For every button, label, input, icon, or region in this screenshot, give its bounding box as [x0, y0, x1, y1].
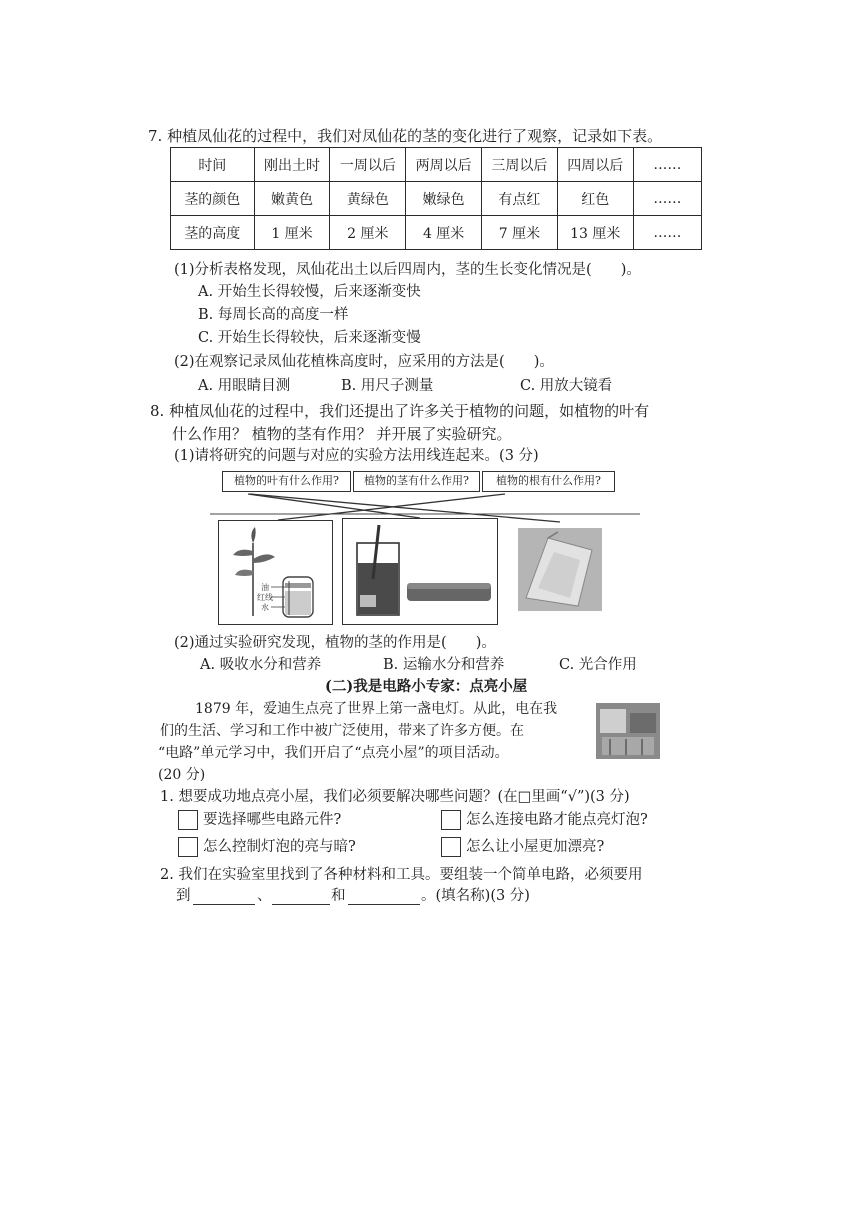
q8-sub2-option-b: B. 运输水分和营养 [383, 657, 505, 673]
label-red-line: 红线 [257, 593, 273, 602]
table-cell: 4 厘米 [406, 216, 482, 250]
row-header-cell: 茎的高度 [171, 216, 255, 250]
table-cell: 刚出土时 [254, 148, 330, 182]
q7-sub2-option-b: B. 用尺子测量 [341, 378, 434, 394]
row-header-cell: 时间 [171, 148, 255, 182]
table-cell: …… [633, 182, 701, 216]
q8-sub2-option-a: A. 吸收水分和营养 [200, 657, 322, 673]
circuit-q2-line1: 2. 我们在实验室里找到了各种材料和工具。要组装一个简单电路，必须要用 [160, 867, 643, 883]
option-decorate: 怎么让小屋更加漂亮? [466, 839, 605, 855]
bag-experiment-image [518, 528, 602, 611]
section-intro-line3: “电路”单元学习中，我们开启了“点亮小屋”的项目活动。 [158, 745, 509, 761]
section-intro-line2: 们的生活、学习和工作中被广泛使用，带来了许多方便。在 [160, 723, 524, 739]
table-cell: 13 厘米 [557, 216, 633, 250]
q7-sub1-option-a: A. 开始生长得较慢，后来逐渐变快 [198, 284, 421, 300]
table-cell: 三周以后 [482, 148, 558, 182]
question-box-leaf[interactable]: 植物的叶有什么作用? [222, 471, 351, 492]
small-house-photo [596, 703, 660, 759]
circuit-q2-comma: 、 [257, 888, 272, 904]
table-cell: 四周以后 [557, 148, 633, 182]
question-box-root[interactable]: 植物的根有什么作用? [482, 471, 615, 492]
beaker-experiment-image [342, 518, 498, 625]
table-cell: 嫩黄色 [254, 182, 330, 216]
circuit-q1: 1. 想要成功地点亮小屋，我们必须要解决哪些问题？(在□里画“√”)(3 分) [160, 789, 630, 805]
section-title: (二)我是电路小专家：点亮小屋 [325, 678, 528, 695]
circuit-q2-to: 到 [176, 888, 191, 904]
q7-sub1: (1)分析表格发现，凤仙花出土以后四周内，茎的生长变化情况是( )。 [174, 262, 641, 278]
section-intro-line1: 1879 年，爱迪生点亮了世界上第一盏电灯。从此，电在我 [195, 701, 558, 717]
plant-experiment-image [218, 520, 333, 625]
table-cell: 有点红 [482, 182, 558, 216]
table-cell: 两周以后 [406, 148, 482, 182]
option-connect: 怎么连接电路才能点亮灯泡? [466, 812, 648, 828]
table-cell: 红色 [557, 182, 633, 216]
q8-sub2-option-c: C. 光合作用 [559, 657, 637, 673]
section-intro-line4: (20 分) [158, 767, 206, 783]
table-cell: 嫩绿色 [406, 182, 482, 216]
circuit-q2-tail: 。(填名称)(3 分) [421, 888, 530, 904]
q8-sub1: (1)请将研究的问题与对应的实验方法用线连起来。(3 分) [174, 448, 539, 464]
q7-sub2: (2)在观察记录凤仙花植株高度时，应采用的方法是( )。 [174, 354, 554, 370]
checkbox-components[interactable] [178, 810, 198, 830]
table-cell: …… [633, 216, 701, 250]
plastic-bag-icon [518, 528, 602, 611]
table-cell: …… [633, 148, 701, 182]
q8-stem-line1: 8. 种植凤仙花的过程中，我们还提出了许多关于植物的问题，如植物的叶有 [150, 402, 650, 420]
q7-sub1-option-c: C. 开始生长得较快，后来逐渐变慢 [198, 330, 421, 346]
label-water: 水 [261, 603, 269, 612]
option-brightness: 怎么控制灯泡的亮与暗? [203, 839, 356, 855]
answer-blank-2[interactable] [272, 903, 330, 905]
answer-blank-1[interactable] [193, 903, 255, 905]
option-components: 要选择哪些电路元件? [203, 812, 342, 828]
checkbox-brightness[interactable] [178, 837, 198, 857]
checkbox-decorate[interactable] [441, 837, 461, 857]
plant-icon [219, 521, 332, 624]
table-cell: 7 厘米 [482, 216, 558, 250]
table-cell: 黄绿色 [330, 182, 406, 216]
q8-stem-line2: 什么作用？ 植物的茎有作用？ 并开展了实验研究。 [172, 425, 512, 443]
table-cell: 一周以后 [330, 148, 406, 182]
question-box-stem[interactable]: 植物的茎有什么作用? [353, 471, 480, 492]
q8-sub2: (2)通过实验研究发现，植物的茎的作用是( )。 [174, 635, 496, 651]
table-cell: 2 厘米 [330, 216, 406, 250]
table-cell: 1 厘米 [254, 216, 330, 250]
label-oil: 油 [261, 583, 269, 592]
q7-stem: 7. 种植凤仙花的过程中，我们对凤仙花的茎的变化进行了观察，记录如下表。 [148, 127, 663, 145]
circuit-q2-and: 和 [331, 888, 346, 904]
house-model-icon [596, 703, 660, 759]
q7-sub2-option-a: A. 用眼睛目测 [198, 378, 291, 394]
q7-sub2-option-c: C. 用放大镜看 [520, 378, 613, 394]
connect-line-3 [278, 494, 505, 520]
checkbox-connect[interactable] [441, 810, 461, 830]
beaker-icon [343, 519, 497, 624]
q7-sub1-option-b: B. 每周长高的高度一样 [198, 307, 349, 323]
answer-blank-3[interactable] [348, 903, 420, 905]
row-header-cell: 茎的颜色 [171, 182, 255, 216]
